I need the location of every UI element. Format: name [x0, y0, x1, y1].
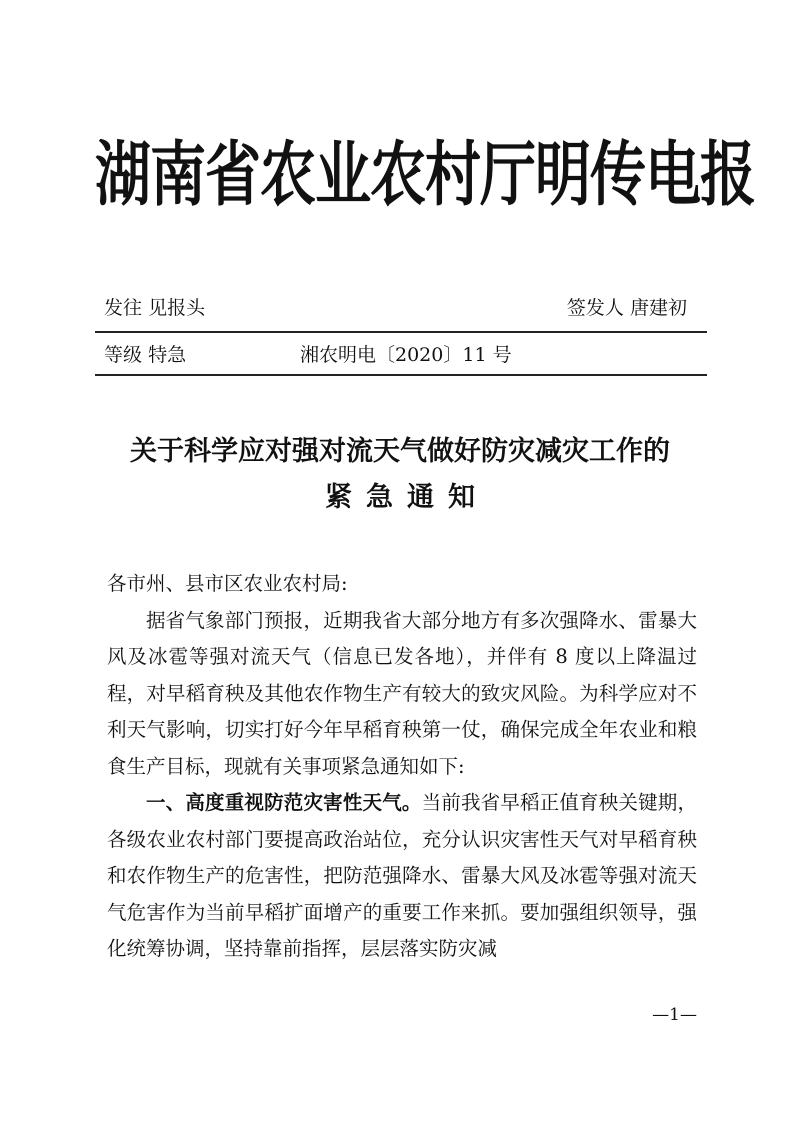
- page-number: —1—: [652, 1005, 697, 1025]
- level-value: 特急: [148, 344, 187, 366]
- section-1-text: 当前我省早稻正值育秧关键期，各级农业农村部门要提高政治站位，充分认识灾害性天气对早稻育秧和农作物生产的危害性，把防范强降水、雷暴大风及冰雹等强对流天气危害作为当前早稻扩面增产的重要工作来抓。要加强组织领导，强化统筹协调，坚持靠前指挥，层层落实防灾减: [107, 791, 697, 960]
- header-divider-thick: [95, 331, 707, 333]
- section-1-heading: 一、高度重视防范灾害性天气。: [146, 791, 422, 814]
- document-title-line-1: 关于科学应对强对流天气做好防灾减灾工作的: [130, 436, 670, 467]
- send-to-label: 发往: [104, 297, 143, 319]
- send-to: [104, 293, 205, 323]
- paragraph-intro: 据省气象部门预报，近期我省大部分地方有多次强降水、雷暴大风及冰雹等强对流天气（信息已发各地），并伴有 8 度以上降温过程，对早稻育秧及其他农作物生产有较大的致灾风险。为科学应对不利天气影响，切实打好今年早稻育秧第一仗，确保完成全年农业和粮食生产目标，现就有关事项紧急通知如下:: [107, 608, 697, 778]
- send-to-value: 见报头: [148, 297, 206, 319]
- level-row: [95, 340, 705, 370]
- salutation: 各市州、县市区农业农村局:: [107, 572, 348, 595]
- urgency-level: [104, 340, 186, 370]
- paragraph-section-1: [107, 785, 697, 968]
- send-to-row: [95, 293, 705, 323]
- header-divider-thin: [95, 374, 707, 376]
- document-number: 湘农明电〔2020〕11 号: [300, 344, 512, 366]
- level-label: 等级: [104, 344, 143, 366]
- signer-label: 签发人: [566, 297, 624, 319]
- signer-value: 唐建初: [629, 297, 687, 319]
- document-title-line-2: 紧急通知: [325, 482, 489, 513]
- signer: [567, 293, 687, 323]
- document-body: [107, 566, 697, 968]
- masthead-title: 湖南省农业农村厅明传电报: [95, 133, 755, 217]
